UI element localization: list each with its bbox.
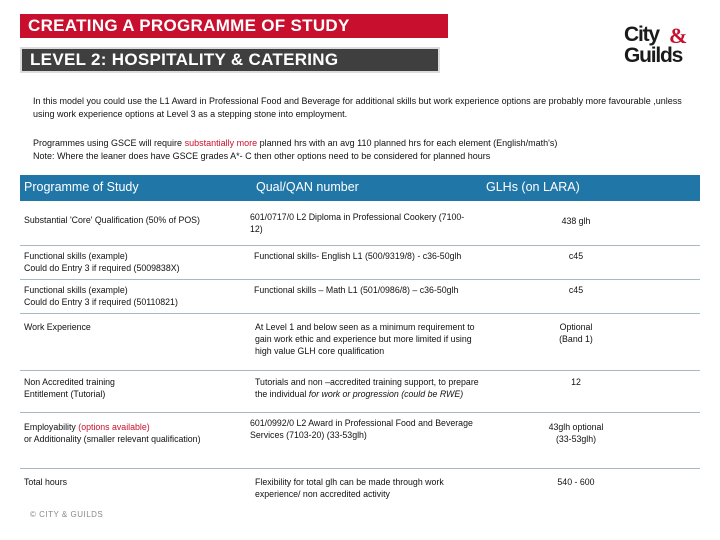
header-qual-qan-number: Qual/QAN number	[256, 180, 359, 194]
title-banner-secondary	[20, 47, 440, 73]
svg-text:&: &	[669, 25, 688, 47]
table-row	[20, 370, 700, 413]
table-header-row	[20, 175, 700, 201]
title-banner-primary	[20, 14, 448, 38]
row-glh: 540 - 600	[557, 477, 595, 487]
row-glh: Optional (Band 1)	[559, 322, 593, 344]
row-qualification: Flexibility for total glh can be made through work experience/ non accredited activity	[255, 477, 444, 499]
copyright-footer: © CITY & GUILDS	[30, 510, 104, 519]
row-glh: 12	[571, 377, 581, 387]
logo-word-city: City	[624, 23, 659, 46]
row-glh: 438 glh	[561, 216, 591, 226]
gcse-note: Programmes using GSCE will require substantially more planned hrs with an avg 110 planned hrs for each element (English/math's)	[33, 138, 558, 148]
logo-ampersand-icon	[668, 25, 692, 47]
table-row	[20, 245, 700, 280]
row-programme: Employability (options available) or Additionality (smaller relevant qualification)	[24, 422, 201, 444]
table-row	[20, 205, 700, 246]
row-qualification: Functional skills- English L1 (500/9319/8) - c36-50glh	[254, 251, 462, 261]
logo-word-guilds: Guilds	[624, 44, 683, 67]
table-row	[20, 313, 700, 371]
row-programme: Non Accredited training Entitlement (Tutorial)	[24, 377, 115, 399]
highlight-text: (options available)	[78, 422, 150, 432]
table-row	[20, 412, 700, 469]
row-qualification: 601/0717/0 L2 Diploma in Professional Cookery (7100-12)	[250, 212, 465, 234]
page-subtitle: LEVEL 2: HOSPITALITY & CATERING	[30, 50, 339, 69]
header-programme-of-study: Programme of Study	[24, 180, 139, 194]
row-qualification: Functional skills – Math L1 (501/0986/8) – c36-50glh	[254, 285, 459, 295]
row-programme: Total hours	[24, 477, 68, 487]
row-programme: Functional skills (example) Could do Entry 3 if required (50110821)	[24, 285, 178, 307]
table-row	[20, 279, 700, 314]
intro-paragraph: In this model you could use the L1 Award in Professional Food and Beverage for additional skills but work experience options are probably more favourable ,unless using work experience options at Level 3 as a stepping stone into employment.	[33, 96, 682, 119]
row-programme: Functional skills (example) Could do Entry 3 if required (5009838X)	[24, 251, 180, 273]
highlight-text: substantially more	[184, 138, 258, 148]
row-glh: c45	[568, 285, 584, 295]
grades-note: Note: Where the leaner does have GSCE grades A*- C then other options need to be considered for planned hours	[33, 150, 491, 161]
row-qualification: 601/0992/0 L2 Award in Professional Food and Beverage Services (7103-20) (33-53glh)	[250, 418, 473, 440]
row-programme: Work Experience	[24, 322, 91, 332]
city-and-guilds-logo	[624, 24, 694, 72]
row-glh: 43glh optional (33-53glh)	[548, 422, 604, 444]
table-row	[20, 468, 700, 504]
row-programme: Substantial 'Core' Qualification (50% of POS)	[24, 215, 200, 225]
row-qualification: At Level 1 and below seen as a minimum requirement to gain work ethic and experience but more limited if using high value GLH core qualification	[255, 322, 475, 356]
page-title: CREATING A PROGRAMME OF STUDY	[28, 16, 350, 35]
row-qualification: Tutorials and non –accredited training support, to prepare the individual for work or progression (could be RWE)	[255, 377, 479, 399]
header-glhs: GLHs (on LARA)	[486, 180, 580, 194]
row-glh: c45	[568, 251, 584, 261]
programme-notes	[33, 137, 693, 162]
